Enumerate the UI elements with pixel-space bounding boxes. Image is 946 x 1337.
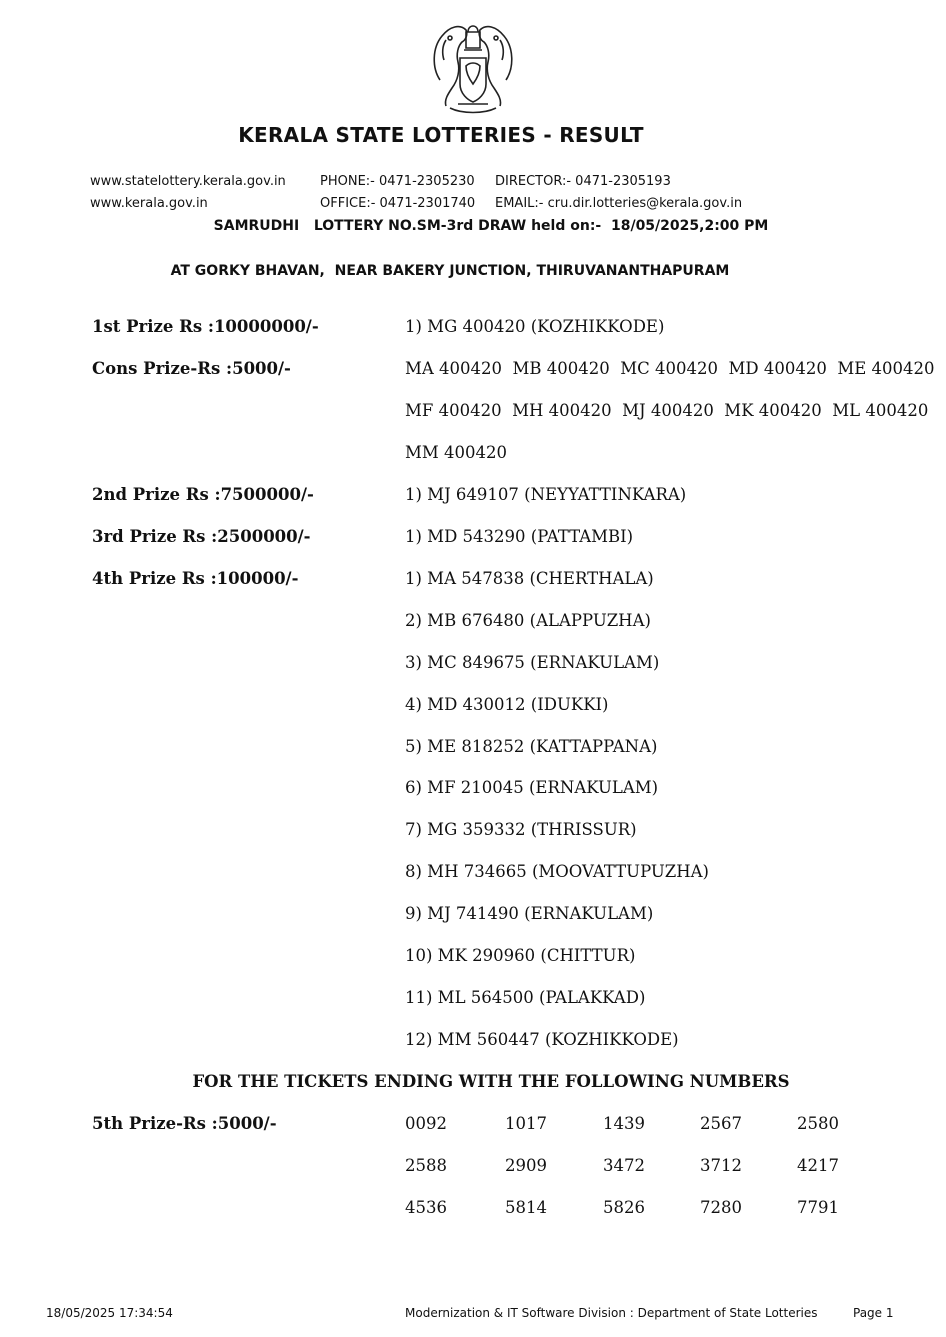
page-title: KERALA STATE LOTTERIES - RESULT — [238, 123, 644, 147]
fourth-prize-winner: 11) ML 564500 (PALAKKAD) — [405, 988, 646, 1007]
fifth-prize-number: 2580 — [797, 1114, 839, 1133]
fourth-prize-winner: 5) ME 818252 (KATTAPPANA) — [405, 737, 658, 756]
fifth-prize-label: 5th Prize-Rs :5000/- — [92, 1114, 277, 1133]
venue-info: AT GORKY BHAVAN, NEAR BAKERY JUNCTION, THIRUVANANTHAPURAM — [170, 263, 730, 279]
cons-prize-line: MA 400420 MB 400420 MC 400420 MD 400420 ME 400420 — [405, 359, 935, 378]
kerala-emblem — [428, 10, 518, 120]
website-link-1[interactable]: www.statelottery.kerala.gov.in — [90, 174, 286, 189]
fourth-prize-label: 4th Prize Rs :100000/- — [92, 569, 299, 588]
fourth-prize-winner: 9) MJ 741490 (ERNAKULAM) — [405, 904, 654, 923]
fifth-prize-number: 1439 — [603, 1114, 645, 1133]
website-link-2[interactable]: www.kerala.gov.in — [90, 196, 208, 211]
draw-info: SAMRUDHI LOTTERY NO.SM-3rd DRAW held on:- 18/05/2025,2:00 PM — [213, 218, 769, 234]
fifth-prize-number: 4536 — [405, 1198, 447, 1217]
fifth-prize-number: 3712 — [700, 1156, 742, 1175]
third-prize-label: 3rd Prize Rs :2500000/- — [92, 527, 311, 546]
fourth-prize-winner: 8) MH 734665 (MOOVATTUPUZHA) — [405, 862, 709, 881]
ending-numbers-heading: FOR THE TICKETS ENDING WITH THE FOLLOWING NUMBERS — [192, 1072, 790, 1091]
fourth-prize-winner: 6) MF 210045 (ERNAKULAM) — [405, 778, 659, 797]
phone-number: PHONE:- 0471-2305230 — [320, 174, 475, 189]
fourth-prize-winner: 4) MD 430012 (IDUKKI) — [405, 695, 609, 714]
fifth-prize-number: 4217 — [797, 1156, 839, 1175]
office-number: OFFICE:- 0471-2301740 — [320, 196, 476, 211]
cons-prize-line: MM 400420 — [405, 443, 508, 462]
fifth-prize-number: 2909 — [505, 1156, 547, 1175]
fourth-prize-winner: 10) MK 290960 (CHITTUR) — [405, 946, 636, 965]
second-prize-label: 2nd Prize Rs :7500000/- — [92, 485, 314, 504]
first-prize-label: 1st Prize Rs :10000000/- — [92, 317, 319, 336]
director-number: DIRECTOR:- 0471-2305193 — [495, 174, 671, 189]
fifth-prize-number: 5814 — [505, 1198, 547, 1217]
fifth-prize-number: 2588 — [405, 1156, 447, 1175]
fifth-prize-number: 1017 — [505, 1114, 547, 1133]
email-address[interactable]: EMAIL:- cru.dir.lotteries@kerala.gov.in — [495, 196, 743, 211]
fifth-prize-number: 3472 — [603, 1156, 645, 1175]
fourth-prize-winner: 1) MA 547838 (CHERTHALA) — [405, 569, 654, 588]
fifth-prize-number: 2567 — [700, 1114, 742, 1133]
footer-timestamp: 18/05/2025 17:34:54 — [46, 1306, 173, 1320]
footer-page-number: Page 1 — [853, 1306, 894, 1320]
cons-prize-line: MF 400420 MH 400420 MJ 400420 MK 400420 ML 400420 — [405, 401, 929, 420]
fourth-prize-winner: 7) MG 359332 (THRISSUR) — [405, 820, 637, 839]
third-prize-winner: 1) MD 543290 (PATTAMBI) — [405, 527, 634, 546]
first-prize-winner: 1) MG 400420 (KOZHIKKODE) — [405, 317, 665, 336]
cons-prize-label: Cons Prize-Rs :5000/- — [92, 359, 291, 378]
fifth-prize-number: 7791 — [797, 1198, 839, 1217]
footer-division: Modernization & IT Software Division : Department of State Lotteries — [405, 1306, 818, 1320]
fifth-prize-number: 7280 — [700, 1198, 742, 1217]
second-prize-winner: 1) MJ 649107 (NEYYATTINKARA) — [405, 485, 687, 504]
fifth-prize-number: 5826 — [603, 1198, 645, 1217]
fourth-prize-winner: 2) MB 676480 (ALAPPUZHA) — [405, 611, 651, 630]
fifth-prize-number: 0092 — [405, 1114, 447, 1133]
fourth-prize-winner: 12) MM 560447 (KOZHIKKODE) — [405, 1030, 679, 1049]
fourth-prize-winner: 3) MC 849675 (ERNAKULAM) — [405, 653, 660, 672]
